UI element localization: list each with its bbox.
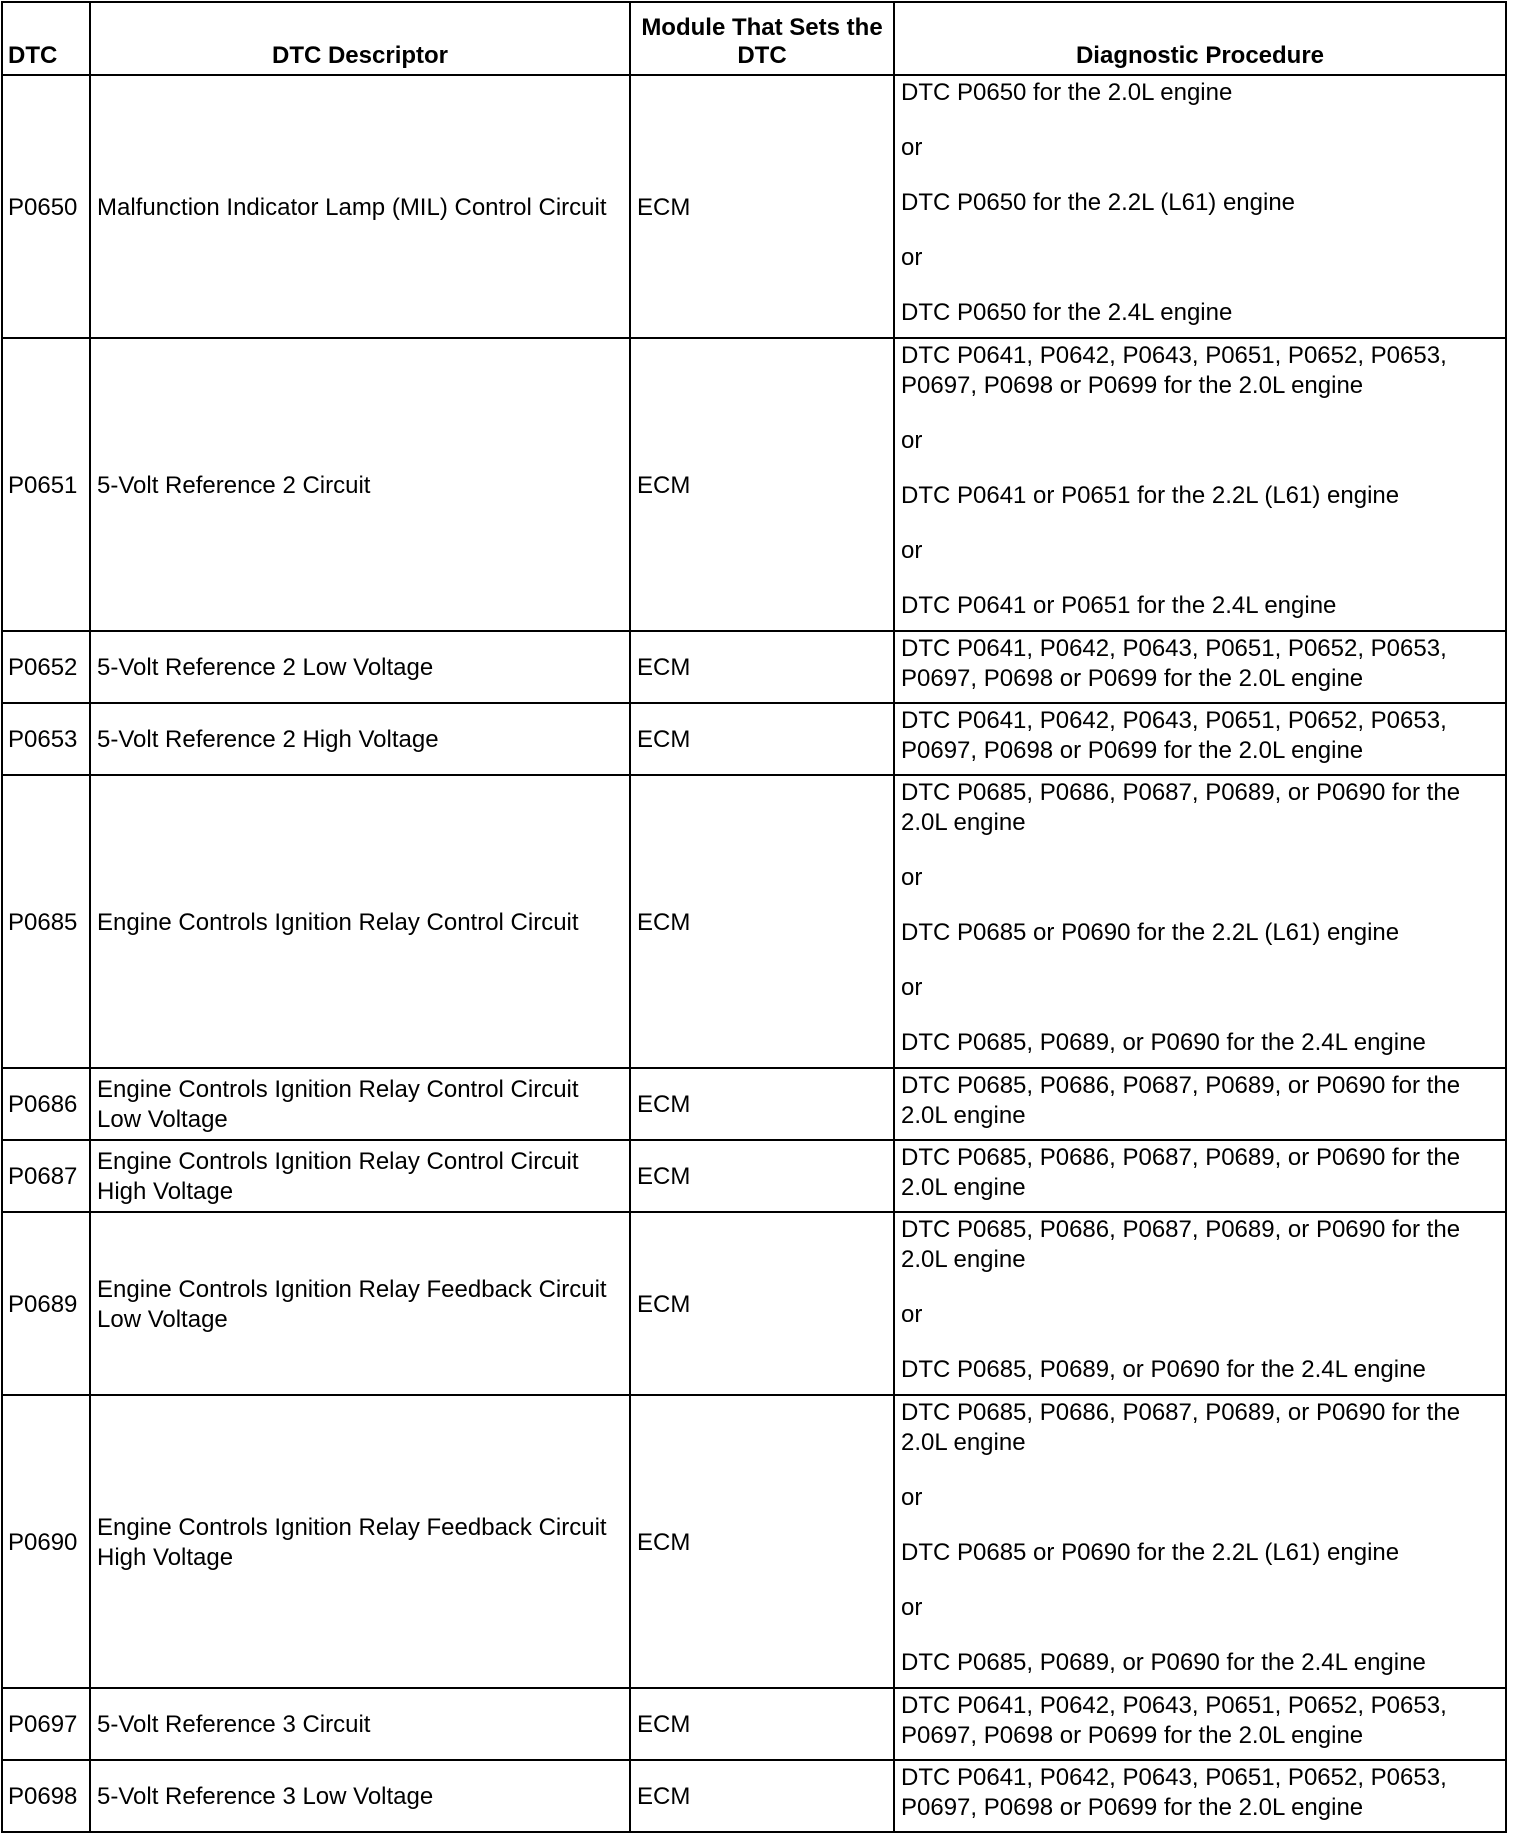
header-procedure: Diagnostic Procedure <box>894 2 1506 75</box>
procedure-line: DTC P0650 for the 2.4L engine <box>901 299 1233 326</box>
diagnostic-procedure <box>894 1395 1506 1688</box>
dtc-descriptor: Malfunction Indicator Lamp (MIL) Control Circuit <box>90 75 630 338</box>
procedure-or: or <box>901 537 923 564</box>
table-row <box>2 1140 1506 1212</box>
dtc-code: P0685 <box>2 775 90 1068</box>
diagnostic-procedure <box>894 75 1506 338</box>
dtc-descriptor: 5-Volt Reference 2 High Voltage <box>90 703 630 775</box>
module: ECM <box>630 338 894 631</box>
diagnostic-procedure <box>894 1760 1506 1832</box>
dtc-code: P0653 <box>2 703 90 775</box>
header-module: Module That Sets the DTC <box>630 2 894 75</box>
procedure-line: DTC P0650 for the 2.2L (L61) engine <box>901 189 1296 216</box>
dtc-code: P0698 <box>2 1760 90 1832</box>
module: ECM <box>630 1688 894 1760</box>
module: ECM <box>630 75 894 338</box>
dtc-code: P0652 <box>2 631 90 703</box>
procedure-line: DTC P0685, P0689, or P0690 for the 2.4L engine <box>901 1356 1426 1383</box>
table-row <box>2 1395 1506 1688</box>
procedure-line: DTC P0650 for the 2.0L engine <box>901 79 1233 106</box>
procedure-line: DTC P0641, P0642, P0643, P0651, P0652, P0653, P0697, P0698 or P0699 for the 2.0L engine <box>901 635 1447 692</box>
dtc-code: P0651 <box>2 338 90 631</box>
diagnostic-procedure <box>894 631 1506 703</box>
dtc-descriptor: Engine Controls Ignition Relay Control Circuit <box>90 775 630 1068</box>
procedure-or: or <box>901 1301 923 1328</box>
procedure-line: DTC P0641, P0642, P0643, P0651, P0652, P0653, P0697, P0698 or P0699 for the 2.0L engine <box>901 707 1447 764</box>
dtc-descriptor: Engine Controls Ignition Relay Control Circuit Low Voltage <box>90 1068 630 1140</box>
diagnostic-procedure <box>894 703 1506 775</box>
procedure-or: or <box>901 134 923 161</box>
module: ECM <box>630 1395 894 1688</box>
table-row <box>2 1688 1506 1760</box>
module: ECM <box>630 1068 894 1140</box>
module: ECM <box>630 703 894 775</box>
procedure-line: DTC P0641, P0642, P0643, P0651, P0652, P0653, P0697, P0698 or P0699 for the 2.0L engine <box>901 1692 1447 1749</box>
dtc-descriptor: Engine Controls Ignition Relay Feedback Circuit High Voltage <box>90 1395 630 1688</box>
dtc-code: P0689 <box>2 1212 90 1395</box>
procedure-line: DTC P0685 or P0690 for the 2.2L (L61) engine <box>901 1539 1400 1566</box>
diagnostic-procedure <box>894 1212 1506 1395</box>
dtc-code: P0650 <box>2 75 90 338</box>
dtc-code: P0697 <box>2 1688 90 1760</box>
dtc-code: P0686 <box>2 1068 90 1140</box>
procedure-line: DTC P0641 or P0651 for the 2.2L (L61) engine <box>901 482 1400 509</box>
table-row <box>2 631 1506 703</box>
procedure-line: DTC P0685, P0686, P0687, P0689, or P0690 for the 2.0L engine <box>901 779 1461 836</box>
procedure-line: DTC P0685, P0686, P0687, P0689, or P0690 for the 2.0L engine <box>901 1216 1461 1273</box>
module: ECM <box>630 1140 894 1212</box>
procedure-line: DTC P0641, P0642, P0643, P0651, P0652, P0653, P0697, P0698 or P0699 for the 2.0L engine <box>901 1764 1447 1821</box>
dtc-table <box>1 1 1507 1833</box>
header-descriptor: DTC Descriptor <box>90 2 630 75</box>
table-row <box>2 1068 1506 1140</box>
diagnostic-procedure <box>894 775 1506 1068</box>
diagnostic-procedure <box>894 338 1506 631</box>
diagnostic-procedure <box>894 1068 1506 1140</box>
table-row <box>2 1212 1506 1395</box>
dtc-code: P0690 <box>2 1395 90 1688</box>
header-row <box>2 2 1506 75</box>
module: ECM <box>630 1760 894 1832</box>
table-row <box>2 775 1506 1068</box>
procedure-line: DTC P0641 or P0651 for the 2.4L engine <box>901 592 1337 619</box>
module: ECM <box>630 775 894 1068</box>
diagnostic-procedure <box>894 1140 1506 1212</box>
procedure-line: DTC P0685, P0686, P0687, P0689, or P0690 for the 2.0L engine <box>901 1399 1461 1456</box>
table-row <box>2 1760 1506 1832</box>
dtc-descriptor: Engine Controls Ignition Relay Control Circuit High Voltage <box>90 1140 630 1212</box>
table-row <box>2 338 1506 631</box>
dtc-descriptor: 5-Volt Reference 3 Low Voltage <box>90 1760 630 1832</box>
procedure-or: or <box>901 864 923 891</box>
procedure-line: DTC P0685, P0686, P0687, P0689, or P0690 for the 2.0L engine <box>901 1072 1461 1129</box>
procedure-or: or <box>901 244 923 271</box>
dtc-descriptor: 5-Volt Reference 2 Low Voltage <box>90 631 630 703</box>
module: ECM <box>630 631 894 703</box>
procedure-or: or <box>901 974 923 1001</box>
procedure-or: or <box>901 1594 923 1621</box>
diagnostic-procedure <box>894 1688 1506 1760</box>
table-row <box>2 703 1506 775</box>
procedure-line: DTC P0685, P0686, P0687, P0689, or P0690 for the 2.0L engine <box>901 1144 1461 1201</box>
dtc-code: P0687 <box>2 1140 90 1212</box>
header-dtc: DTC <box>2 2 90 75</box>
dtc-descriptor: 5-Volt Reference 3 Circuit <box>90 1688 630 1760</box>
procedure-line: DTC P0685, P0689, or P0690 for the 2.4L engine <box>901 1029 1426 1056</box>
dtc-descriptor: 5-Volt Reference 2 Circuit <box>90 338 630 631</box>
table-row <box>2 75 1506 338</box>
procedure-line: DTC P0685 or P0690 for the 2.2L (L61) engine <box>901 919 1400 946</box>
procedure-or: or <box>901 1484 923 1511</box>
procedure-line: DTC P0685, P0689, or P0690 for the 2.4L engine <box>901 1649 1426 1676</box>
procedure-or: or <box>901 427 923 454</box>
procedure-line: DTC P0641, P0642, P0643, P0651, P0652, P0653, P0697, P0698 or P0699 for the 2.0L engine <box>901 342 1447 399</box>
dtc-descriptor: Engine Controls Ignition Relay Feedback Circuit Low Voltage <box>90 1212 630 1395</box>
module: ECM <box>630 1212 894 1395</box>
